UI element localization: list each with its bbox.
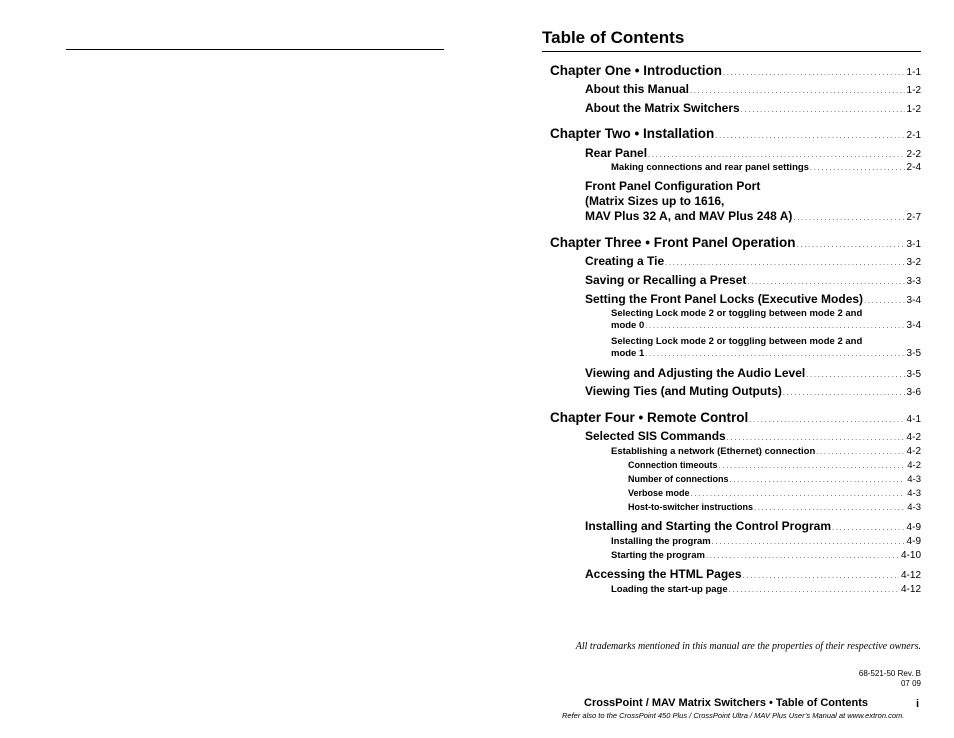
toc-front-panel-locks[interactable] [585, 292, 921, 306]
footer-title: CrossPoint / MAV Matrix Switchers • Table of Contents [584, 697, 868, 709]
toc-chapter-one[interactable] [550, 63, 921, 78]
dot-leader [741, 101, 905, 115]
toc-making-connections[interactable] [611, 162, 921, 173]
toc-entry-title: Verbose mode [628, 488, 690, 498]
dot-leader [797, 235, 905, 250]
toc-lock-mode1-line1: Selecting Lock mode 2 or toggling between mode 2 and [611, 336, 863, 347]
toc-entry-title: Viewing Ties (and Muting Outputs) [585, 384, 782, 398]
toc-entry-title: Chapter One • Introduction [550, 63, 722, 78]
toc-page-number: 4-2 [906, 432, 921, 443]
toc-page-number: 3-6 [906, 387, 921, 398]
toc-page-number: 2-2 [906, 149, 921, 160]
toc-entry-title: Loading the start-up page [611, 584, 728, 595]
toc-creating-tie[interactable] [585, 254, 921, 268]
toc-entry-title: Saving or Recalling a Preset [585, 273, 747, 287]
toc-rear-panel[interactable] [585, 146, 921, 160]
toc-page-number: 4-12 [900, 584, 921, 595]
toc-entry-title: Setting the Front Panel Locks (Executive Modes) [585, 292, 864, 306]
dot-leader [645, 320, 904, 331]
dot-leader [723, 63, 905, 78]
toc-page-number: 1-2 [906, 104, 921, 115]
toc-control-program[interactable] [585, 519, 921, 533]
dot-leader [754, 502, 905, 512]
toc-page-number: 3-5 [906, 369, 921, 380]
dot-leader [706, 550, 899, 561]
toc-startup-page[interactable] [611, 584, 921, 595]
toc-entry-title: About this Manual [585, 82, 689, 96]
toc-entry-title: mode 1 [611, 348, 645, 359]
page-title: Table of Contents [542, 28, 685, 47]
toc-entry-title: Creating a Tie [585, 254, 665, 268]
dot-leader [810, 162, 905, 173]
toc-page-number: 4-10 [900, 550, 921, 561]
toc-config-port[interactable] [585, 209, 921, 223]
toc-entry-title: Establishing a network (Ethernet) connection [611, 446, 816, 457]
toc-page-number: 1-2 [906, 85, 921, 96]
toc-page-number: 3-3 [906, 276, 921, 287]
dot-leader [691, 488, 906, 498]
toc-entry-title: Number of connections [628, 474, 729, 484]
toc-page-number: 3-2 [906, 257, 921, 268]
toc-config-port-line2: (Matrix Sizes up to 1616, [585, 194, 725, 208]
toc-entry-title: Installing the program [611, 536, 711, 547]
toc-verbose-mode[interactable] [628, 488, 921, 499]
dot-leader [832, 519, 905, 533]
toc-page-number: 1-1 [906, 67, 921, 78]
toc-entry-title: Accessing the HTML Pages [585, 567, 742, 581]
dot-leader [816, 446, 904, 457]
toc-chapter-three[interactable] [550, 235, 921, 250]
toc-page-number: 4-2 [906, 446, 921, 457]
dot-leader [665, 254, 904, 268]
footer-reference: Refer also to the CrossPoint 450 Plus / CrossPoint Ultra / MAV Plus User’s Manual at www.extron.com. [562, 711, 905, 720]
toc-ethernet-connection[interactable] [611, 446, 921, 457]
toc-page-number: 3-4 [906, 320, 921, 331]
toc-lock-mode0-line1: Selecting Lock mode 2 or toggling between mode 2 and [611, 308, 863, 319]
toc-entry-title: About the Matrix Switchers [585, 101, 740, 115]
toc-sis-commands[interactable] [585, 429, 921, 443]
toc-entry-title: Rear Panel [585, 146, 648, 160]
toc-chapter-two[interactable] [550, 126, 921, 141]
toc-entry-title: MAV Plus 32 A, and MAV Plus 248 A) [585, 209, 793, 223]
toc-page-number: 4-2 [907, 460, 921, 471]
document-date: 07 09 [900, 679, 921, 688]
toc-entry-title: mode 0 [611, 320, 645, 331]
toc-page-number: 4-1 [906, 414, 921, 425]
toc-page-number: 4-9 [906, 522, 921, 533]
toc-lock-mode1[interactable] [611, 348, 921, 359]
toc-html-pages[interactable] [585, 567, 921, 581]
toc-connection-timeouts[interactable] [628, 460, 921, 471]
dot-leader [690, 82, 905, 96]
toc-entry-title: Starting the program [611, 550, 705, 561]
dot-leader [747, 273, 904, 287]
toc-entry-title: Installing and Starting the Control Program [585, 519, 832, 533]
toc-page-number: 4-3 [907, 474, 921, 485]
dot-leader [749, 410, 904, 425]
dot-leader [719, 460, 906, 470]
toc-saving-preset[interactable] [585, 273, 921, 287]
title-rule [542, 51, 921, 52]
toc-page-number: 4-3 [907, 502, 921, 513]
trademark-notice: All trademarks mentioned in this manual are the properties of their respective owners. [575, 641, 921, 652]
toc-viewing-ties[interactable] [585, 384, 921, 398]
toc-host-to-switcher[interactable] [628, 502, 921, 513]
toc-installing-program[interactable] [611, 536, 921, 547]
toc-about-switchers[interactable] [585, 101, 921, 115]
toc-entry-title: Chapter Four • Remote Control [550, 410, 749, 425]
dot-leader [727, 429, 905, 443]
toc-config-port-line1: Front Panel Configuration Port [585, 179, 761, 193]
document-number: 68-521-50 Rev. B [858, 669, 921, 678]
toc-page-number: 2-1 [906, 130, 921, 141]
toc-lock-mode0[interactable] [611, 320, 921, 331]
document-number-block [859, 669, 921, 689]
toc-page-number: 4-12 [900, 570, 921, 581]
page-number: i [916, 698, 920, 710]
toc-page-number: 3-4 [906, 295, 921, 306]
dot-leader [806, 366, 904, 380]
toc-page-number: 3-5 [906, 348, 921, 359]
toc-page-number: 4-3 [907, 488, 921, 499]
toc-starting-program[interactable] [611, 550, 921, 561]
dot-leader [712, 536, 905, 547]
left-page-rule [66, 49, 444, 50]
dot-leader [648, 146, 905, 160]
dot-leader [730, 474, 906, 484]
toc-audio-level[interactable] [585, 366, 921, 380]
toc-entry-title: Host-to-switcher instructions [628, 502, 754, 512]
dot-leader [729, 584, 899, 595]
toc-page-number: 4-9 [906, 536, 921, 547]
dot-leader [864, 292, 904, 306]
toc-entry-title: Selected SIS Commands [585, 429, 726, 443]
dot-leader [715, 126, 904, 141]
toc-about-manual[interactable] [585, 82, 921, 96]
toc-chapter-four[interactable] [550, 410, 921, 425]
dot-leader [793, 209, 904, 223]
dot-leader [645, 348, 904, 359]
toc-entry-title: Viewing and Adjusting the Audio Level [585, 366, 806, 380]
toc-page-number: 2-4 [906, 162, 921, 173]
toc-entry-title: Chapter Three • Front Panel Operation [550, 235, 796, 250]
toc-page-number: 3-1 [906, 239, 921, 250]
dot-leader [743, 567, 899, 581]
toc-entry-title: Connection timeouts [628, 460, 718, 470]
dot-leader [783, 384, 905, 398]
toc-page-number: 2-7 [906, 212, 921, 223]
toc-entry-title: Chapter Two • Installation [550, 126, 715, 141]
toc-entry-title: Making connections and rear panel settings [611, 162, 809, 173]
toc-number-connections[interactable] [628, 474, 921, 485]
